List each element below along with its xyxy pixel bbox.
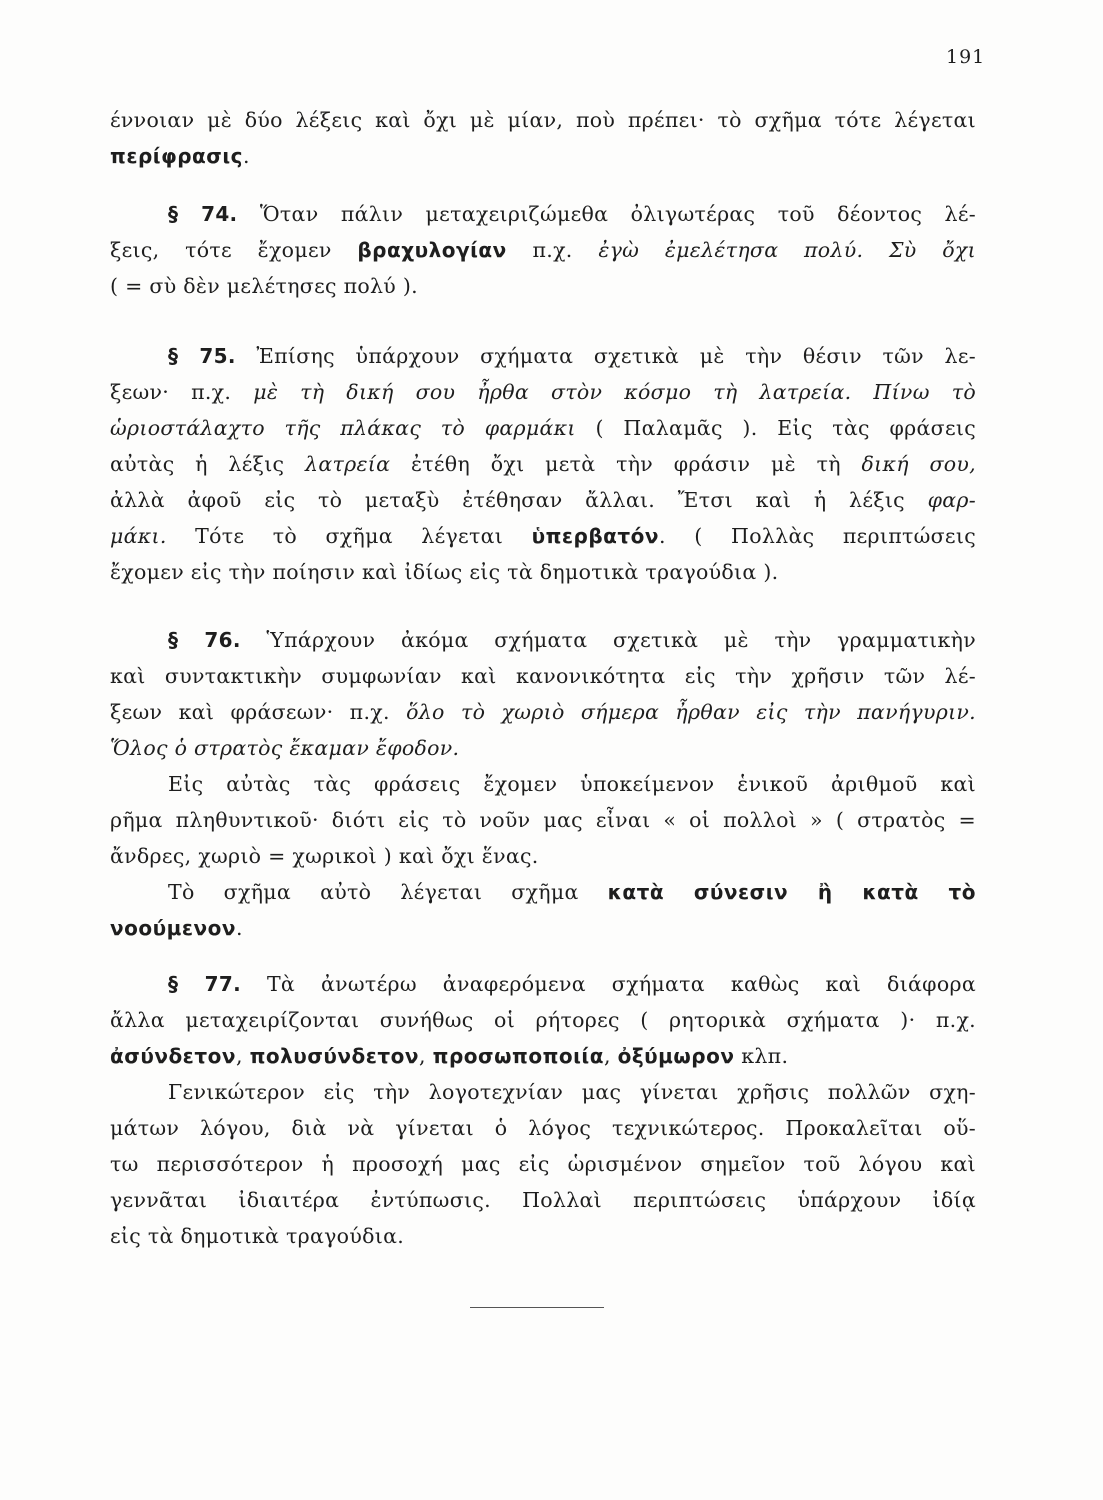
- text-line: ἄλλα μεταχειρίζονται συνήθως οἱ ρήτορες ( ρητορικὰ σχήματα )· π.χ.: [110, 1008, 976, 1032]
- paragraph-74: [110, 196, 976, 304]
- text-line: [110, 518, 976, 554]
- end-rule: [470, 1307, 604, 1308]
- text-line: [110, 910, 976, 946]
- text-span: ξεων· π.χ.: [110, 380, 232, 404]
- text-line: [110, 232, 976, 268]
- term-polysyndeton: πολυσύνδετον: [249, 1044, 420, 1068]
- text-span: Τότε τὸ σχῆμα λέγεται: [195, 524, 504, 548]
- text-span: ξεων καὶ φράσεων· π.χ.: [110, 700, 390, 724]
- text-line: ( = σὺ δὲν μελέτησες πολύ ).: [110, 274, 418, 298]
- text-span: κλπ.: [741, 1044, 789, 1068]
- text-line: [110, 874, 976, 910]
- term-hyperbaton: ὑπερβατόν: [531, 524, 660, 548]
- text-span: . ( Πολλὰς περιπτώσεις: [659, 524, 976, 548]
- text-span: ξεις, τότε ἔχομεν: [110, 238, 332, 262]
- term-periphrasis: περίφρασις: [110, 144, 243, 168]
- example-text: μάκι.: [110, 524, 167, 548]
- text-line: [110, 622, 976, 658]
- text-span: Ὑπάρχουν ἀκόμα σχήματα σχετικὰ μὲ τὴν γραμματικὴν: [266, 628, 976, 652]
- text-line: μάτων λόγου, διὰ νὰ γίνεται ὁ λόγος τεχνικώτερος. Προκαλεῖται οὕ-: [110, 1116, 976, 1140]
- text-line: ἀσύνδετον, πολυσύνδετον, προσωποποιία, ὀξύμωρον κλπ.: [110, 1044, 789, 1068]
- paragraph-continuation: [110, 102, 976, 174]
- paragraph-75: [110, 338, 976, 590]
- paragraph-76: [110, 622, 976, 946]
- text-line: ἄνδρες, χωριὸ = χωρικοὶ ) καὶ ὄχι ἕνας.: [110, 844, 539, 868]
- example-text: ὅλο τὸ χωριὸ σήμερα ἦρθαν εἰς τὴν πανήγυριν.: [406, 700, 976, 724]
- text-line: [110, 196, 976, 232]
- text-span: Ὅταν πάλιν μεταχειριζώμεθα ὀλιγωτέρας τοῦ δέοντος λέ-: [259, 202, 976, 226]
- example-text: μὲ τὴ δική σου ἦρθα στὸν κόσμο τὴ λατρεία. Πίνω τὸ: [253, 380, 976, 404]
- example-text: φαρ-: [927, 488, 976, 512]
- page-number: 191: [946, 46, 986, 68]
- term-asyndeton: ἀσύνδετον: [110, 1044, 236, 1068]
- text-line: έννοιαν μὲ δύο λέξεις καὶ ὄχι μὲ μίαν, ποὺ πρέπει· τὸ σχῆμα τότε λέγεται: [110, 108, 976, 132]
- example-text: λατρεία: [305, 452, 391, 476]
- text-line: [110, 446, 976, 482]
- example-text: Ὅλος ὁ στρατὸς ἔκαμαν ἔφοδον.: [110, 736, 460, 760]
- text-line: Εἰς αὐτὰς τὰς φράσεις ἔχομεν ὑποκείμενον ἑνικοῦ ἀριθμοῦ καὶ: [168, 772, 976, 796]
- term-prosopopoiia: προσωποποιία: [432, 1044, 604, 1068]
- text-line: [110, 966, 976, 1002]
- text-line: καὶ συντακτικὴν συμφωνίαν καὶ κανονικότητα εἰς τὴν χρῆσιν τῶν λέ-: [110, 664, 976, 688]
- text-line: [110, 482, 976, 518]
- text-span: Ἐπίσης ὑπάρχουν σχήματα σχετικὰ μὲ τὴν θέσιν τῶν λε-: [256, 344, 976, 368]
- text-span: ( Παλαμᾶς ). Εἰς τὰς φράσεις: [595, 416, 977, 440]
- text-span: π.χ.: [532, 238, 573, 262]
- text-line: [110, 138, 976, 174]
- section-number: § 75.: [168, 344, 236, 368]
- term-kata-synesin: κατὰ σύνεσιν ἢ κατὰ τὸ: [607, 880, 976, 904]
- example-text: ἐγὼ ἐμελέτησα πολύ. Σὺ ὄχι: [598, 238, 976, 262]
- example-text: ὡριοστάλαχτο τῆς πλάκας τὸ φαρμάκι: [110, 416, 576, 440]
- text-line: γεννᾶται ἰδιαιτέρα ἐντύπωσις. Πολλαὶ περιπτώσεις ὑπάρχουν ἰδίᾳ: [110, 1188, 976, 1212]
- text-line: [110, 338, 976, 374]
- paragraph-77: [110, 966, 976, 1254]
- text-span: Τὰ ἀνωτέρω ἀναφερόμενα σχήματα καθὼς καὶ διάφορα: [266, 972, 976, 996]
- section-number: § 74.: [168, 202, 238, 226]
- punctuation: .: [235, 916, 243, 940]
- text-span: ἐτέθη ὄχι μετὰ τὴν φράσιν μὲ τὴ: [410, 452, 841, 476]
- text-line: εἰς τὰ δημοτικὰ τραγούδια.: [110, 1224, 405, 1248]
- example-text: δική σου,: [861, 452, 976, 476]
- section-number: § 77.: [168, 972, 242, 996]
- text-span: ἀλλὰ ἀφοῦ εἰς τὸ μεταξὺ ἐτέθησαν ἄλλαι. Ἔτσι καὶ ἡ λέξις: [110, 488, 905, 512]
- text-line: [110, 374, 976, 410]
- text-span: αὐτὰς ἡ λέξις: [110, 452, 285, 476]
- text-line: ρῆμα πληθυντικοῦ· διότι εἰς τὸ νοῦν μας εἶναι « οἱ πολλοὶ » ( στρατὸς =: [110, 808, 976, 832]
- text-line: τω περισσότερον ἡ προσοχή μας εἰς ὡρισμένον σημεῖον τοῦ λόγου καὶ: [110, 1152, 976, 1176]
- section-number: § 76.: [168, 628, 241, 652]
- text-line: [110, 410, 976, 446]
- text-line: ἔχομεν εἰς τὴν ποίησιν καὶ ἰδίως εἰς τὰ δημοτικὰ τραγούδια ).: [110, 560, 779, 584]
- text-line: [110, 730, 976, 766]
- term-nooumenon: νοούμενον: [110, 916, 236, 940]
- text-line: Γενικώτερον εἰς τὴν λογοτεχνίαν μας γίνεται χρῆσις πολλῶν σχη-: [168, 1080, 976, 1104]
- text-span: Τὸ σχῆμα αὐτὸ λέγεται σχῆμα: [168, 880, 579, 904]
- text-line: [110, 694, 976, 730]
- punctuation: .: [243, 144, 250, 168]
- term-oxymoron: ὀξύμωρον: [617, 1044, 735, 1068]
- term-brachylogia: βραχυλογίαν: [357, 238, 507, 262]
